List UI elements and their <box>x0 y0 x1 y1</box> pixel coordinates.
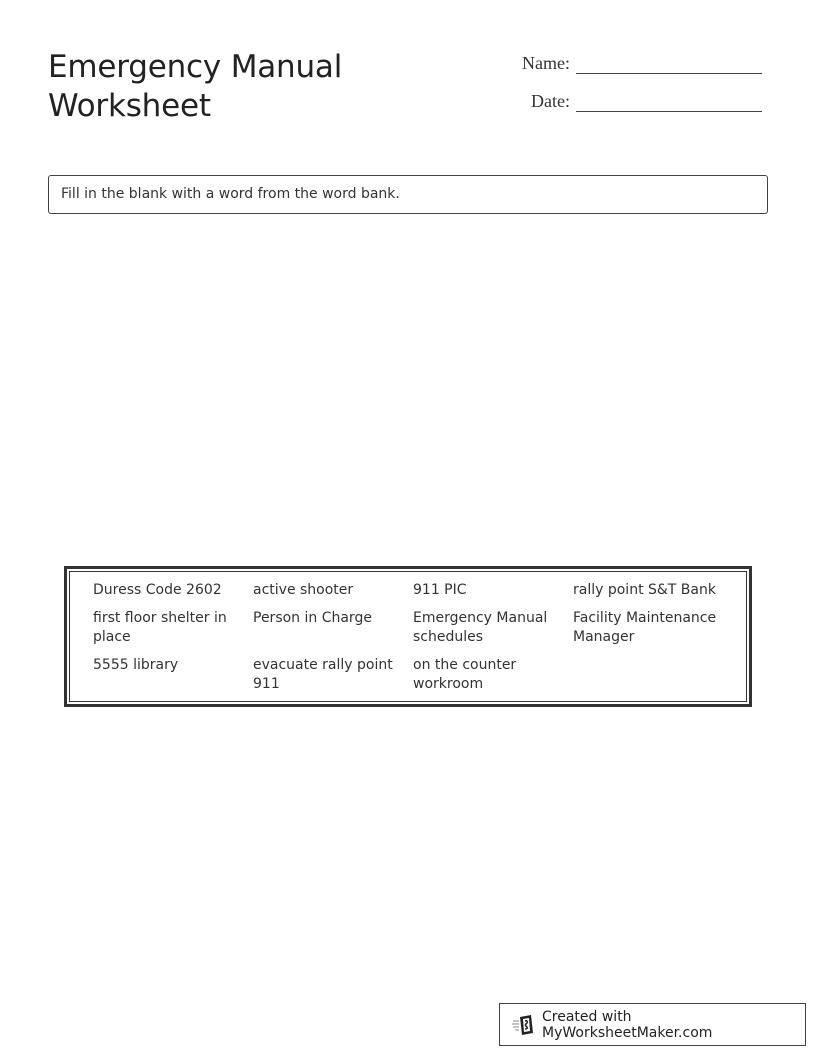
name-field <box>510 52 762 74</box>
footer-text: Created with MyWorksheetMaker.com <box>542 1008 713 1041</box>
date-field <box>510 90 762 112</box>
word-bank-item: Facility Maintenance Manager <box>573 610 717 645</box>
worksheet-title: Emergency Manual Worksheet <box>48 49 343 124</box>
word-bank-item: on the counter workroom <box>413 657 517 692</box>
word-bank-item: 911 PIC <box>413 582 467 598</box>
worksheet-maker-logo-icon <box>512 1013 536 1037</box>
date-blank-line[interactable] <box>576 90 762 112</box>
word-bank-item: Person in Charge <box>253 610 372 626</box>
name-label: Name: <box>522 53 570 73</box>
word-bank-item: evacuate rally point 911 <box>253 657 393 692</box>
name-blank-line[interactable] <box>576 52 762 74</box>
word-bank-item: Duress Code 2602 <box>93 582 222 598</box>
word-bank-item: Emergency Manual schedules <box>413 610 548 645</box>
word-bank-inner-border <box>69 571 747 702</box>
word-bank-item-empty <box>573 656 733 694</box>
word-bank-grid <box>93 581 746 694</box>
footer-credit[interactable] <box>499 1003 806 1046</box>
word-bank-item: first floor shelter in place <box>93 610 227 645</box>
word-bank <box>64 566 752 707</box>
word-bank-item: 5555 library <box>93 657 179 673</box>
word-bank-item: active shooter <box>253 582 354 598</box>
date-label: Date: <box>531 91 570 111</box>
word-bank-item: rally point S&T Bank <box>573 582 716 598</box>
instructions-box: Fill in the blank with a word from the word bank. <box>48 175 768 214</box>
